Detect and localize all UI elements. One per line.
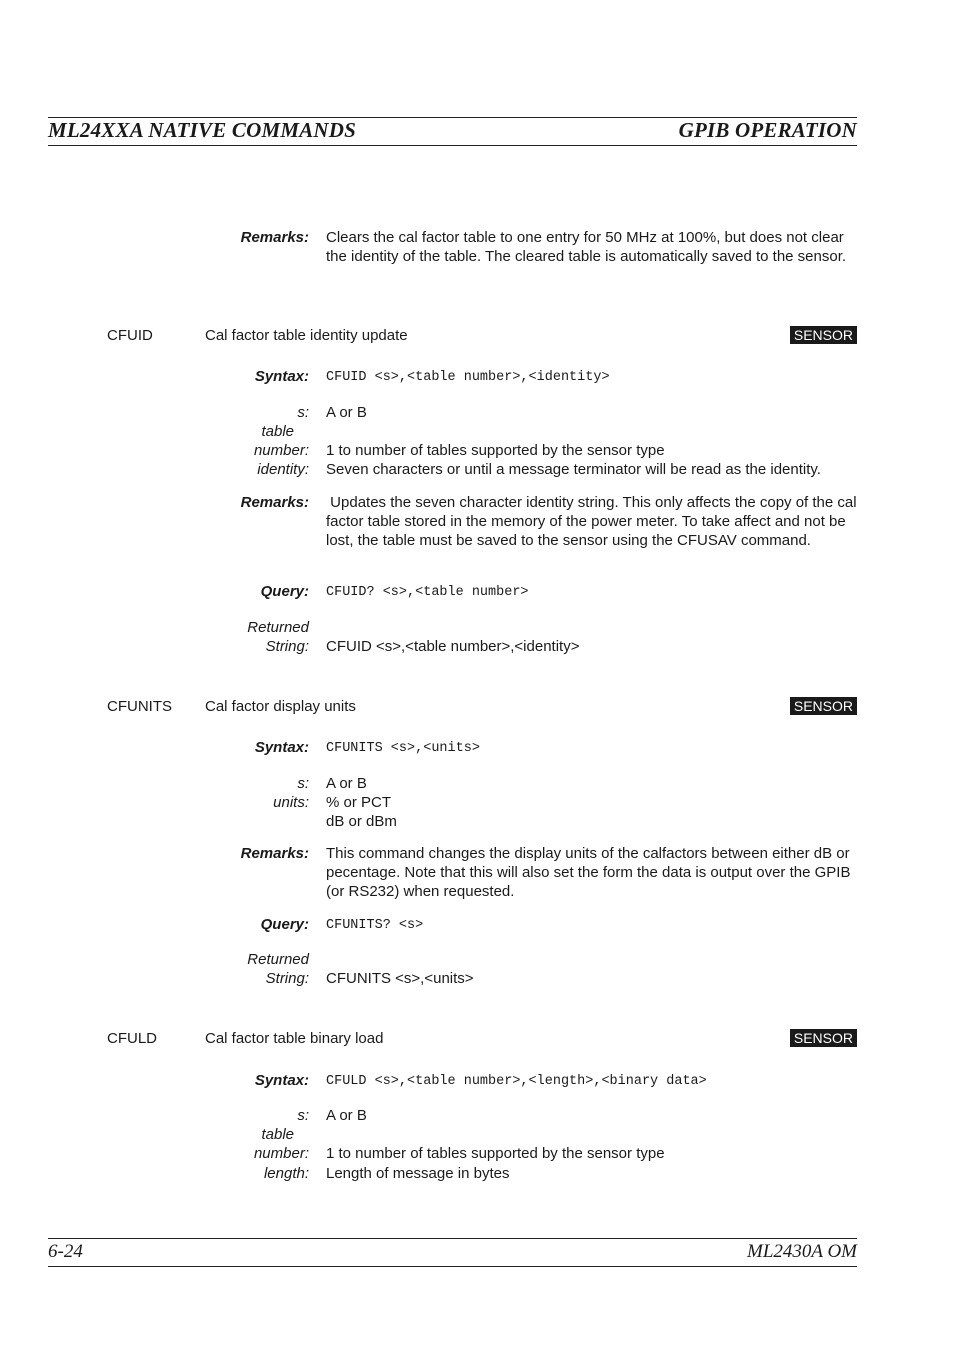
cfunits-query-label: Query:: [260, 916, 309, 933]
cfuid-param-table-value: 1 to number of tables supported by the sensor type: [326, 442, 665, 459]
cfuid-returned-label-2: String:: [265, 638, 309, 655]
cfuid-sensor-badge: SENSOR: [790, 326, 857, 344]
footer-bottom-rule: [48, 1266, 857, 1267]
footer-top-rule: [48, 1238, 857, 1239]
cfuid-syntax: CFUID <s>,<table number>,<identity>: [326, 370, 610, 385]
cfunits-param-units-label: units:: [273, 794, 309, 811]
intro-remarks-text: Clears the cal factor table to one entry for 50 MHz at 100%, but does not clear the identity of the table. The cleared table is automatically saved to the sensor.: [326, 229, 847, 265]
cfunits-description: Cal factor display units: [205, 698, 356, 715]
cfunits-remarks-label: Remarks:: [240, 845, 309, 862]
cfuld-syntax: CFULD <s>,<table number>,<length>,<binary data>: [326, 1074, 707, 1089]
cfuld-sensor-badge: SENSOR: [790, 1029, 857, 1047]
intro-remarks-label: Remarks:: [240, 229, 309, 246]
header-bottom-rule: [48, 145, 857, 146]
cfuid-description: Cal factor table identity update: [205, 327, 408, 344]
cfunits-param-units-value: % or PCT: [326, 794, 392, 811]
cfuld-param-table-label-2: number:: [253, 1145, 309, 1162]
cfuid-query-label: Query:: [260, 583, 309, 600]
cfuid-returned-string: CFUID <s>,<table number>,<identity>: [326, 638, 580, 655]
cfuld-param-table-label-1: table: [261, 1126, 294, 1143]
cfunits-returned-label-1: Returned: [247, 951, 309, 968]
cfunits-sensor-badge: SENSOR: [790, 697, 857, 715]
cfuid-param-s-label: s:: [297, 404, 309, 421]
cfuld-param-length-label: length:: [263, 1165, 309, 1182]
cfuid-param-table-label-2: number:: [253, 442, 309, 459]
cfunits-param-units-value-2: dB or dBm: [326, 813, 397, 830]
cfunits-command-name: CFUNITS: [107, 698, 172, 715]
cfuld-param-length-value: Length of message in bytes: [326, 1165, 510, 1182]
cfuid-remarks-text: Updates the seven character identity string. This only affects the copy of the cal factor table stored in the memory of the power meter. To take affect and not be lost, the table must be saved to the sensor using the CFUSAV command.: [326, 494, 861, 549]
cfunits-returned-label-2: String:: [265, 970, 309, 987]
cfunits-param-s-value: A or B: [326, 775, 367, 792]
cfuld-param-s-label: s:: [297, 1107, 309, 1124]
cfuid-param-s-value: A or B: [326, 404, 367, 421]
footer-page-number: 6-24: [48, 1241, 83, 1262]
cfuld-param-table-value: 1 to number of tables supported by the sensor type: [326, 1145, 665, 1162]
cfuid-command-name: CFUID: [107, 327, 153, 344]
cfunits-remarks-text: This command changes the display units of the calfactors between either dB or pecentage. Note that this will also set the form the data is output over the GPIB (or RS232) when requested.: [326, 845, 851, 900]
cfuid-param-identity-label: identity:: [257, 461, 309, 478]
cfuld-command-name: CFULD: [107, 1030, 158, 1047]
cfuid-returned-label-1: Returned: [247, 619, 309, 636]
cfunits-query: CFUNITS? <s>: [326, 918, 424, 933]
cfunits-syntax-label: Syntax:: [254, 739, 309, 756]
cfuid-param-identity-value: Seven characters or until a message terminator will be read as the identity.: [326, 461, 821, 478]
cfuld-description: Cal factor table binary load: [205, 1030, 384, 1047]
header-right-title: GPIB OPERATION: [678, 118, 857, 142]
footer-manual-name: ML2430A OM: [747, 1241, 857, 1262]
cfunits-param-s-label: s:: [297, 775, 309, 792]
cfuld-syntax-label: Syntax:: [254, 1072, 309, 1089]
cfuid-query: CFUID? <s>,<table number>: [326, 585, 529, 600]
cfuld-param-s-value: A or B: [326, 1107, 367, 1124]
cfuid-syntax-label: Syntax:: [254, 368, 309, 385]
cfunits-syntax: CFUNITS <s>,<units>: [326, 741, 480, 756]
cfuid-param-table-label-1: table: [261, 423, 294, 440]
header-left-title: ML24XXA NATIVE COMMANDS: [48, 118, 357, 142]
cfuid-remarks-label: Remarks:: [240, 494, 309, 511]
cfunits-returned-string: CFUNITS <s>,<units>: [326, 970, 474, 987]
